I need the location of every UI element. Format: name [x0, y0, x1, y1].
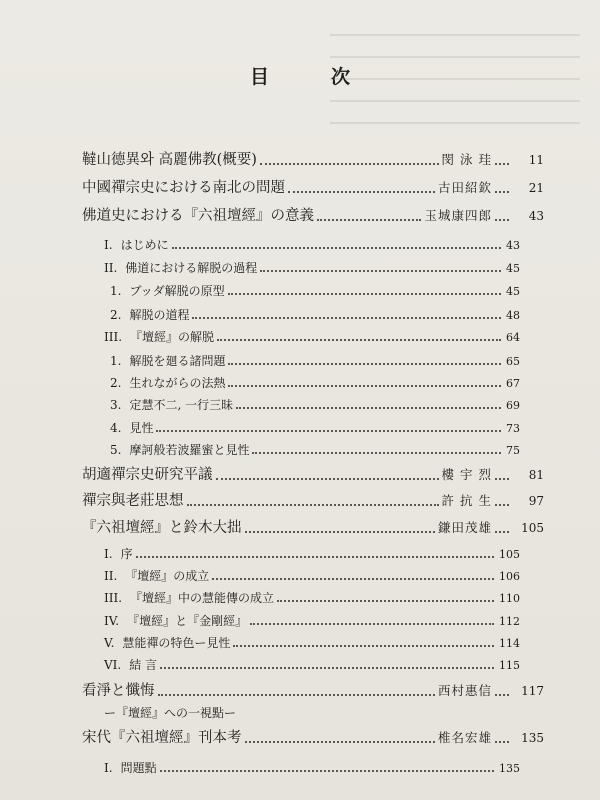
- toc-entry: [82, 683, 544, 700]
- entry-author: 樓 宇 烈: [441, 467, 492, 482]
- section-number: VI.: [104, 658, 122, 672]
- section-number: II.: [104, 569, 118, 583]
- entry-title: 摩訶般若波羅蜜と見性: [129, 443, 250, 457]
- entry-title: 解脱を廻る諸問題: [129, 354, 226, 368]
- section-number: 1.: [110, 354, 122, 368]
- entry-title: 禪宗與老莊思想: [82, 493, 184, 509]
- section-number: II.: [104, 261, 118, 275]
- dot-leader: [233, 645, 494, 647]
- page-number: 114: [499, 637, 520, 650]
- toc-entry: [110, 308, 520, 322]
- page-number: 11: [528, 153, 544, 167]
- section-number: 2.: [110, 376, 122, 390]
- toc-entry: [104, 706, 404, 720]
- dot-leader: [236, 407, 501, 409]
- page-number: 65: [506, 355, 520, 368]
- section-number: 3.: [110, 398, 122, 412]
- section-number: I.: [104, 238, 113, 252]
- dot-leader: [245, 741, 435, 743]
- toc-entry: [82, 180, 544, 197]
- entry-title: 見性: [129, 421, 154, 435]
- page-number: 105: [521, 521, 544, 535]
- toc-entry: [104, 330, 520, 344]
- entry-title: 『壇經』の成立: [125, 569, 210, 583]
- toc-entry: [82, 467, 544, 484]
- section-number: III.: [104, 330, 123, 344]
- entry-title: ブッダ解脱の原型: [129, 284, 225, 298]
- dot-leader: [288, 191, 435, 193]
- dot-leader: [228, 293, 501, 295]
- dot-leader: [495, 531, 509, 533]
- entry-title: 中國禪宗史における南北の問題: [82, 180, 285, 196]
- dot-leader: [160, 667, 494, 669]
- dot-leader: [495, 694, 509, 696]
- page-number: 105: [499, 548, 520, 561]
- entry-title: 結 言: [129, 658, 158, 672]
- toc-entry: [110, 284, 520, 298]
- toc-entry: [104, 547, 520, 561]
- dot-leader: [172, 247, 501, 249]
- dot-leader: [228, 385, 501, 387]
- entry-title: 『壇經』の解脱: [130, 330, 215, 344]
- entry-title: 生れながらの法熱: [129, 376, 226, 390]
- page-title: 目次: [249, 66, 412, 88]
- dot-leader: [495, 191, 509, 193]
- page-number: 97: [528, 494, 544, 508]
- page-number: 43: [528, 209, 544, 223]
- dot-leader: [495, 478, 509, 480]
- toc-entry: [104, 238, 520, 252]
- entry-author: 玉城康四郎: [424, 208, 492, 223]
- entry-author: 閔 泳 珪: [441, 152, 492, 167]
- toc-entry: [104, 591, 520, 605]
- entry-author: 椎名宏雄: [437, 730, 492, 745]
- toc-entry: [104, 761, 520, 775]
- toc-entry: [110, 376, 520, 390]
- page-number: 43: [506, 239, 520, 252]
- section-number: I.: [104, 547, 113, 561]
- page-number: 135: [499, 762, 520, 775]
- dot-leader: [495, 504, 509, 506]
- dot-leader: [158, 694, 435, 696]
- entry-author: 許 抗 生: [441, 493, 492, 508]
- section-number: 1.: [110, 284, 122, 298]
- dot-leader: [212, 578, 494, 580]
- section-number: I.: [104, 761, 113, 775]
- page-number: 69: [506, 399, 520, 412]
- page-number: 110: [499, 592, 520, 605]
- section-number: 4.: [110, 421, 122, 435]
- dot-leader: [495, 219, 509, 221]
- dot-leader: [156, 430, 501, 432]
- page-number: 21: [528, 181, 544, 195]
- toc-entry: [110, 421, 520, 435]
- section-number: 5.: [110, 443, 122, 457]
- entry-title: 問題點: [120, 761, 157, 775]
- page-number: 106: [499, 570, 520, 583]
- dot-leader: [187, 504, 439, 506]
- entry-title: 『六祖壇經』と鈴木大拙: [82, 520, 242, 536]
- entry-title: ー『壇經』への一視點ー: [104, 706, 237, 720]
- entry-title: 『壇經』中の慧能傳の成立: [130, 591, 275, 605]
- page-number: 67: [506, 377, 520, 390]
- dot-leader: [216, 478, 439, 480]
- dot-leader: [217, 339, 501, 341]
- entry-title: 宋代『六祖壇經』刊本考: [82, 730, 242, 746]
- toc-entry: [82, 493, 544, 510]
- page-number: 45: [506, 285, 520, 298]
- page-number: 135: [521, 731, 544, 745]
- toc-entry: [82, 730, 544, 747]
- dot-leader: [136, 556, 494, 558]
- dot-leader: [495, 741, 509, 743]
- page-number: 73: [506, 422, 520, 435]
- entry-title: 定慧不二, 一行三昧: [129, 398, 234, 412]
- section-number: III.: [104, 591, 123, 605]
- entry-title: 慧能禪の特色ー見性: [122, 636, 231, 650]
- entry-title: 韃山德異와 高麗佛教(概要): [82, 152, 257, 168]
- page-number: 75: [506, 444, 520, 457]
- page-number: 64: [506, 331, 520, 344]
- dot-leader: [260, 163, 439, 165]
- dot-leader: [317, 219, 421, 221]
- section-number: 2.: [110, 308, 122, 322]
- toc-entry: [82, 208, 544, 225]
- page-number: 48: [506, 309, 520, 322]
- page-number: 117: [521, 684, 544, 698]
- entry-author: 古田紹欽: [437, 180, 492, 195]
- toc-entry: [104, 261, 520, 275]
- toc-entry: [82, 520, 544, 537]
- entry-title: 看淨と懺悔: [82, 683, 155, 699]
- entry-title: 解脱の道程: [129, 308, 190, 322]
- dot-leader: [252, 452, 501, 454]
- page-number: 45: [506, 262, 520, 275]
- entry-title: 佛道における解脱の過程: [125, 261, 258, 275]
- page-number: 115: [499, 659, 520, 672]
- dot-leader: [245, 531, 435, 533]
- toc-entry: [110, 443, 520, 457]
- entry-title: はじめに: [120, 238, 169, 252]
- toc-entry: [104, 614, 520, 628]
- toc-entry: [104, 658, 520, 672]
- toc-entry: [110, 354, 520, 368]
- entry-author: 西村惠信: [437, 683, 492, 698]
- dot-leader: [250, 623, 494, 625]
- dot-leader: [277, 600, 494, 602]
- toc-entry: [82, 152, 544, 169]
- dot-leader: [192, 317, 501, 319]
- toc-entry: [104, 636, 520, 650]
- entry-title: 佛道史における『六祖壇經』の意義: [82, 208, 314, 224]
- dot-leader: [260, 270, 501, 272]
- dot-leader: [495, 163, 509, 165]
- entry-title: 胡適禪宗史研究平議: [82, 467, 213, 483]
- section-number: IV.: [104, 614, 120, 628]
- entry-title: 『壇經』と『金剛經』: [127, 614, 248, 628]
- toc-entry: [110, 398, 520, 412]
- page-number: 81: [528, 468, 544, 482]
- toc-entry: [104, 569, 520, 583]
- page-number: 112: [499, 615, 520, 628]
- section-number: V.: [104, 636, 115, 650]
- entry-title: 序: [120, 547, 133, 561]
- entry-author: 鎌田茂雄: [437, 520, 492, 535]
- dot-leader: [160, 770, 494, 772]
- dot-leader: [228, 363, 501, 365]
